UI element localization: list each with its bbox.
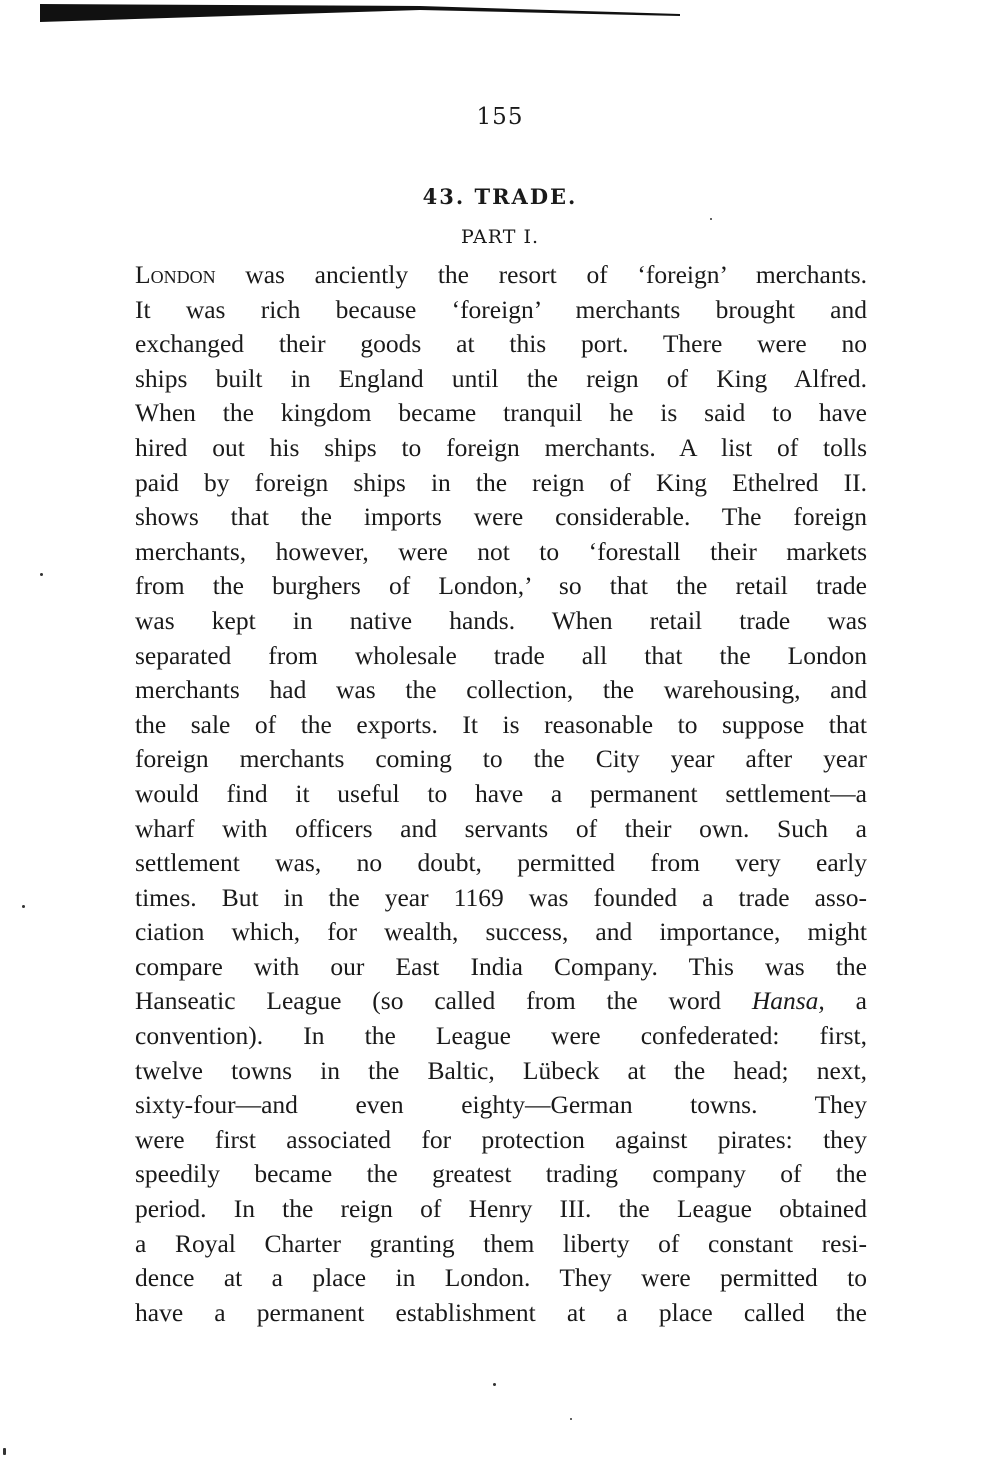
text-line: wharf with officers and servants of their own. Such a	[135, 813, 867, 843]
text-line	[135, 258, 867, 293]
scan-speck	[40, 573, 43, 576]
text-line: ships built in England until the reign of King Alfred.	[135, 363, 867, 393]
hansa-italic: Hansa,	[751, 986, 825, 1016]
text-line: dence at a place in London. They were permitted to	[135, 1263, 867, 1293]
hansa-before: Hanseatic League (so called from the word	[135, 986, 752, 1016]
text-line: period. In the reign of Henry III. the League obtained	[135, 1194, 867, 1224]
chapter-heading	[0, 184, 1000, 209]
text-line: compare with our East India Company. This was the	[135, 951, 867, 981]
scan-speck	[570, 1418, 572, 1420]
text-line: would find it useful to have a permanent settlement—a	[135, 778, 867, 808]
chapter-title: TRADE.	[474, 184, 578, 209]
text-line: convention). In the League were confederated: first,	[135, 1021, 867, 1051]
scan-speck	[3, 1448, 6, 1455]
text-line: the sale of the exports. It is reasonable to suppose that	[135, 709, 867, 739]
scan-speck	[710, 218, 712, 220]
chapter-number: 43.	[422, 184, 466, 209]
text-line: from the burghers of London,’ so that the retail trade	[135, 571, 867, 601]
scan-speck	[22, 905, 25, 908]
text-line: sixty-four—and even eighty—German towns. They	[135, 1090, 867, 1120]
text-line: a Royal Charter granting them liberty of constant resi-	[135, 1228, 867, 1258]
text-line: foreign merchants coming to the City year after year	[135, 744, 867, 774]
text-line: settlement was, no doubt, permitted from very early	[135, 848, 867, 878]
text-line: have a permanent establishment at a place called the	[135, 1297, 867, 1327]
text-line	[135, 984, 867, 1019]
hansa-after: a	[824, 986, 867, 1016]
text-line: was kept in native hands. When retail trade was	[135, 605, 867, 635]
drop-word: London	[135, 260, 216, 289]
text-line: separated from wholesale trade all that the London	[135, 640, 867, 670]
text-line: ciation which, for wealth, success, and importance, might	[135, 917, 867, 947]
text-line: speedily became the greatest trading company of the	[135, 1159, 867, 1189]
text-line: paid by foreign ships in the reign of King Ethelred II.	[135, 467, 867, 497]
text-line: merchants, however, were not to ‘forestall their markets	[135, 536, 867, 566]
text-line: twelve towns in the Baltic, Lübeck at the head; next,	[135, 1055, 867, 1085]
text-line: were first associated for protection against pirates: they	[135, 1124, 867, 1154]
text-line: merchants had was the collection, the warehousing, and	[135, 675, 867, 705]
text-line: It was rich because ‘foreign’ merchants brought and	[135, 294, 867, 324]
text-line: shows that the imports were considerable. The foreign	[135, 502, 867, 532]
page-number: 155	[476, 104, 524, 130]
scan-speck	[493, 1383, 496, 1386]
text-line: times. But in the year 1169 was founded a trade asso-	[135, 882, 867, 912]
text-line: When the kingdom became tranquil he is said to have	[135, 398, 867, 428]
text-line: hired out his ships to foreign merchants. A list of tolls	[135, 432, 867, 462]
body-text	[135, 258, 867, 1330]
first-line-rest: was anciently the resort of ‘foreign’ merchants.	[215, 260, 867, 289]
part-heading: PART I.	[461, 226, 539, 248]
scan-edge-mark	[40, 0, 680, 22]
text-line: exchanged their goods at this port. There were no	[135, 329, 867, 359]
